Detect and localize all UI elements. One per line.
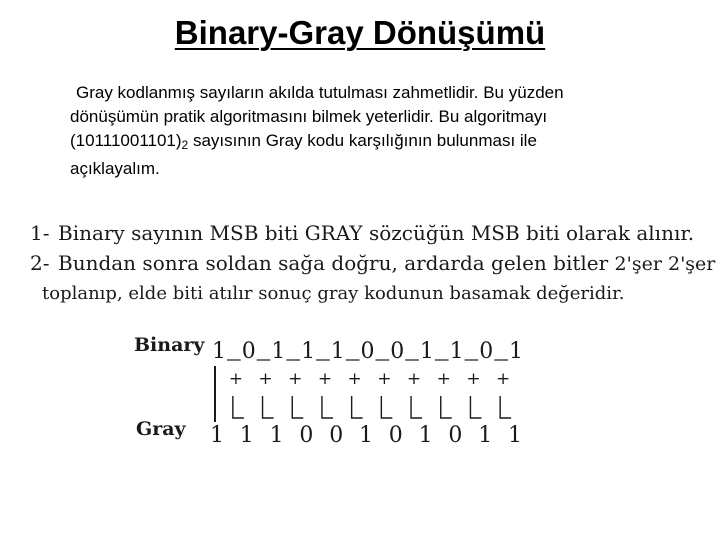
gray-bit: 1: [359, 423, 373, 448]
binary-bit: 0: [360, 339, 375, 364]
step-text: Bundan sonra soldan sağa doğru, ardarda gelen bitler: [58, 251, 609, 275]
base-subscript: 2: [181, 138, 189, 152]
plus-sign: +: [288, 369, 303, 389]
gray-bit: 0: [299, 423, 314, 448]
page-title: Binary-Gray Dönüşümü: [174, 14, 546, 51]
plus-sign: +: [258, 369, 273, 389]
bit-connector: [441, 396, 452, 418]
gray-bit: 0: [448, 423, 463, 448]
binary-bit: 1: [212, 339, 226, 364]
gray-bit: 1: [508, 423, 522, 448]
plus-sign: +: [228, 369, 243, 389]
gray-bit: 1: [239, 423, 254, 448]
intro-line-3: [70, 129, 670, 157]
plus-sign: +: [406, 369, 422, 389]
step-2: [30, 248, 716, 279]
gray-bit: 1: [418, 423, 433, 448]
bit-connector: [352, 396, 363, 418]
intro-line-1: Gray kodlanmış sayıların akılda tutulması zahmetlidir. Bu yüzden: [76, 83, 564, 102]
gray-bit: 1: [269, 423, 284, 448]
gray-bit: 0: [388, 423, 403, 448]
binary-label: Binary: [134, 334, 205, 356]
bit-connector: [500, 396, 511, 418]
gray-bit: 1: [478, 423, 493, 448]
algorithm-steps: [30, 218, 716, 309]
plus-sign: +: [317, 369, 333, 389]
step-1: [30, 218, 710, 248]
binary-bit: 0: [479, 339, 494, 364]
bit-connector: [381, 396, 392, 418]
plus-sign: +: [436, 369, 451, 389]
binary-bit: 1: [271, 339, 286, 364]
intro-line-2: dönüşümün pratik algoritmasını bilmek yeterlidir. Bu algoritmayı: [70, 107, 548, 126]
diagram-graphic: [130, 330, 550, 460]
step-text: Binary sayının MSB biti GRAY sözcüğün MSB biti olarak alınır.: [58, 221, 695, 245]
bit-connector: [233, 396, 244, 418]
gray-label: Gray: [136, 418, 186, 440]
binary-bit: 0: [241, 339, 256, 364]
bit-connector: [292, 396, 303, 418]
bit-connector: [322, 396, 333, 418]
binary-bit: 0: [390, 339, 405, 364]
conversion-diagram: [130, 330, 550, 460]
plus-sign: +: [466, 369, 481, 389]
intro-line-4: açıklayalım.: [70, 159, 160, 178]
intro-paragraph: [70, 81, 670, 181]
gray-bit: 0: [329, 423, 344, 448]
plus-sign: +: [377, 369, 392, 389]
bit-connector: [263, 396, 274, 418]
bit-connector: [470, 396, 481, 418]
binary-bit: 1: [449, 339, 464, 364]
plus-sign: +: [347, 369, 362, 389]
bit-connector: [411, 396, 422, 418]
step-number: 2-: [30, 251, 50, 275]
binary-bit: 1: [509, 339, 523, 364]
step-2-continued: toplanıp, elde biti atılır sonuç gray kodunun basamak değeridir.: [42, 283, 625, 304]
binary-bit: 1: [330, 339, 345, 364]
plus-sign: +: [496, 369, 511, 389]
intro-line-3-rest: sayısının Gray kodu karşılığının bulunması ile: [188, 131, 537, 150]
step-number: 1-: [30, 221, 50, 245]
gray-bit: 1: [210, 423, 224, 448]
binary-number: (10111001101): [70, 131, 182, 150]
binary-bit: 1: [419, 339, 434, 364]
step-text-tail: 2'şer 2'şer: [614, 253, 716, 275]
binary-bit: 1: [301, 339, 316, 364]
